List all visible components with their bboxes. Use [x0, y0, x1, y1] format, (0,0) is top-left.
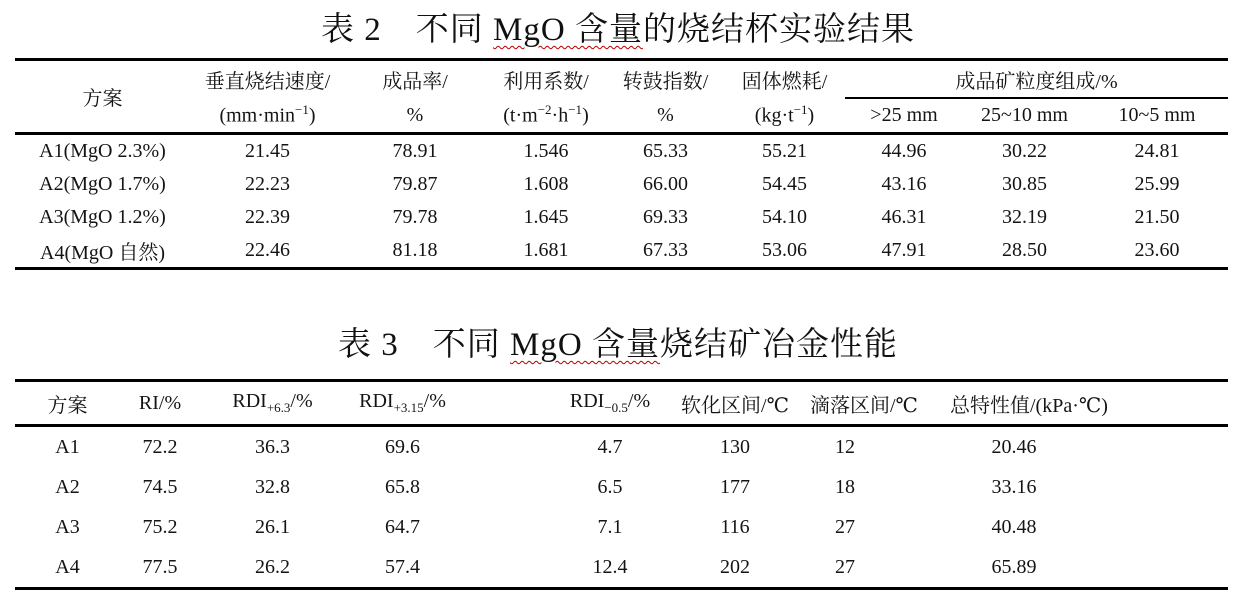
table-cell: 25.99 — [1134, 173, 1180, 195]
table-cell: 21.45 — [245, 140, 290, 162]
table3-title-suffix: 烧结矿冶金性能 — [659, 327, 898, 363]
table2-header-solid-fuel-consumption: 固体燃耗/ — [741, 71, 828, 93]
table3-header-total-characteristic-value: 总特性值/(kPa·℃) — [950, 394, 1108, 417]
table2-title-prefix: 表 2 不同 — [321, 12, 494, 48]
table-cell: 65.89 — [991, 555, 1037, 578]
table3-header-ri: RI/% — [138, 391, 182, 414]
table-cell: 72.2 — [142, 435, 178, 458]
table-cell: 30.22 — [1002, 140, 1047, 162]
table3-body — [15, 426, 1228, 589]
table2-row-a1 — [15, 134, 1228, 169]
table-cell: 22.23 — [245, 173, 290, 195]
table-cell: 77.5 — [142, 555, 178, 578]
table-cell-scheme: A2 — [55, 475, 80, 498]
table3-row-a1 — [15, 426, 1228, 468]
table-cell: 1.546 — [523, 140, 569, 162]
table3-metallurgical-properties — [15, 379, 1228, 590]
table2-unit-kg-t: $(kg\cdot t^{-1})$ — [754, 102, 815, 127]
table-cell: 202 — [720, 555, 750, 578]
table-cell: 22.39 — [245, 206, 290, 228]
table-cell: 44.96 — [881, 140, 927, 162]
table-cell: 12 — [835, 435, 855, 458]
table2-unit-mm-min: $(mm\cdot\min^{-1})$ — [219, 102, 316, 127]
table2-unit-percent-2: % — [657, 103, 674, 126]
table2-subcol-10-5mm: 10~5 mm — [1118, 104, 1196, 126]
table-cell-scheme: A1 — [55, 435, 80, 458]
table2-header-utilization-coefficient: 利用系数/ — [503, 71, 589, 93]
table-cell: 47.91 — [881, 239, 927, 261]
table-cell: 75.2 — [142, 515, 178, 538]
table-cell-scheme: A3(MgO 1.2%) — [39, 206, 166, 228]
table2-header-vertical-sintering-speed: 垂直烧结速度/ — [204, 71, 331, 93]
table-cell: 64.7 — [385, 515, 420, 538]
table-cell: 32.19 — [1002, 206, 1047, 228]
table2-title-spellcheck-underline: MgO 含量 — [493, 12, 643, 48]
table2-header-yield: 成品率/ — [382, 71, 448, 93]
table-cell: 26.1 — [255, 515, 290, 538]
table-cell: 27 — [835, 555, 855, 578]
table-cell: 46.31 — [881, 206, 927, 228]
table2-body — [15, 134, 1228, 269]
table-cell: 36.3 — [255, 435, 290, 458]
table-cell: 4.7 — [597, 435, 623, 458]
table-cell: 79.87 — [392, 173, 438, 195]
table-cell: 24.81 — [1134, 140, 1180, 162]
table-cell: 177 — [720, 475, 750, 498]
table3-header-rdi-plus-6-3: $RDI_{+6.3}/\%$ — [232, 390, 313, 415]
table2-unit-t-m2-h: $(t\cdot m^{-2}\cdot h^{-1})$ — [503, 102, 589, 127]
table2-row-a3 — [15, 201, 1228, 234]
table-cell: 57.4 — [385, 555, 420, 578]
table-cell: 6.5 — [597, 475, 623, 498]
table3-header-scheme: 方案 — [47, 394, 88, 417]
table-cell-scheme: A2(MgO 1.7%) — [39, 173, 166, 195]
table2-title-suffix: 的烧结杯实验结果 — [642, 12, 915, 48]
table-cell: 65.8 — [385, 475, 420, 498]
table3-header-softening-range: 软化区间/℃ — [681, 394, 789, 417]
table3-header-rdi-plus-3-15: $RDI_{+3.15}/\%$ — [359, 390, 446, 415]
table3-header — [15, 381, 1228, 426]
table-cell: 69.6 — [385, 435, 420, 458]
table2-sinter-cup-results — [15, 58, 1228, 270]
table3-header-rdi-minus-0-5: $RDI_{-0.5}/\%$ — [569, 390, 651, 415]
table-cell: 20.46 — [991, 435, 1037, 458]
table3-title-prefix: 表 3 不同 — [338, 327, 511, 363]
table-cell: 116 — [720, 515, 750, 538]
table-cell: 66.00 — [643, 173, 688, 195]
table-cell: 55.21 — [762, 140, 807, 162]
table-cell: 81.18 — [392, 239, 438, 261]
table2-subcol-gt25mm: >25 mm — [870, 104, 938, 126]
table-cell: 22.46 — [245, 239, 290, 261]
table2-row-a4 — [15, 234, 1228, 269]
table-cell: 78.91 — [392, 140, 438, 162]
table-cell: 74.5 — [142, 475, 178, 498]
table-cell: 30.85 — [1002, 173, 1047, 195]
table-cell: 79.78 — [392, 206, 438, 228]
table-cell: 27 — [835, 515, 855, 538]
table-cell: 53.06 — [762, 239, 807, 261]
table-cell: 1.645 — [523, 206, 569, 228]
table2-subcol-25-10mm: 25~10 mm — [981, 104, 1068, 126]
table-cell: 40.48 — [991, 515, 1037, 538]
table2-header-size-composition-group: 成品矿粒度组成/% — [845, 60, 1228, 99]
table2-row-a2 — [15, 168, 1228, 201]
table-cell-scheme: A3 — [55, 515, 80, 538]
table-cell: 26.2 — [255, 555, 290, 578]
table-cell: 65.33 — [643, 140, 688, 162]
table-cell: 33.16 — [991, 475, 1037, 498]
table-cell: 7.1 — [597, 515, 623, 538]
table-cell: 69.33 — [643, 206, 688, 228]
table-cell: 23.60 — [1134, 239, 1180, 261]
table-cell-scheme: A1(MgO 2.3%) — [39, 140, 166, 162]
table-cell: 54.10 — [762, 206, 807, 228]
table2-header — [15, 60, 1228, 134]
table2-header-tumbler-index: 转鼓指数/ — [622, 71, 709, 93]
table3-title-spellcheck-underline: MgO 含量 — [510, 327, 660, 363]
table-cell: 130 — [720, 435, 750, 458]
table-cell: 28.50 — [1002, 239, 1047, 261]
table-cell: 12.4 — [592, 555, 628, 578]
table-cell: 18 — [835, 475, 855, 498]
table3-title — [0, 318, 1236, 365]
table3-row-a3 — [15, 507, 1228, 547]
table3-header-dripping-range: 滴落区间/℃ — [810, 394, 918, 417]
table-cell-scheme: A4 — [55, 555, 80, 578]
table-cell: 32.8 — [255, 475, 290, 498]
table-cell-scheme: A4(MgO 自然) — [40, 242, 165, 264]
table-cell: 21.50 — [1134, 206, 1180, 228]
table-cell: 1.681 — [523, 239, 569, 261]
table-cell: 1.608 — [523, 173, 569, 195]
table-cell: 54.45 — [762, 173, 807, 195]
table3-row-a4 — [15, 547, 1228, 589]
table-cell: 43.16 — [881, 173, 927, 195]
table3-row-a2 — [15, 467, 1228, 507]
table-cell: 67.33 — [643, 239, 688, 261]
table2-title — [0, 3, 1236, 50]
table2-unit-percent-1: % — [406, 103, 424, 126]
table2-header-scheme: 方案 — [82, 88, 123, 110]
